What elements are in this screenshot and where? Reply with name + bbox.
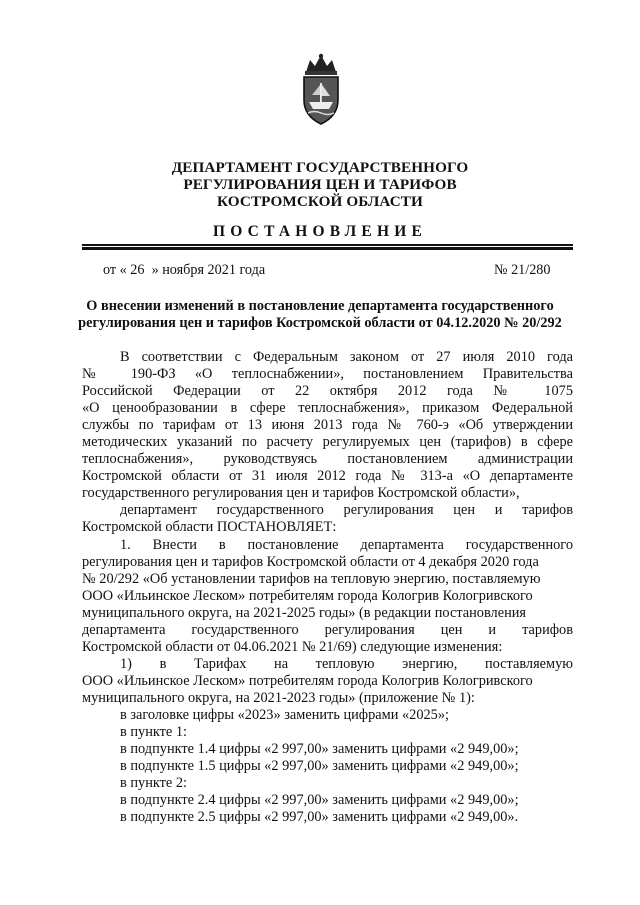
body-line: методических указаний по расчету регулируемых цен (тарифов) в сфере: [82, 434, 573, 451]
body-line: службы по тарифам от 13 июня 2013 года № 760-э «Об утверждении: [82, 417, 573, 434]
body-line: теплоснабжения», руководствуясь постановлением администрации: [82, 451, 573, 468]
body-line: государственного регулирования цен и тарифов Костромской области»,: [82, 485, 520, 502]
body-line: 1) в Тарифах на тепловую энергию, поставляемую: [120, 655, 573, 672]
coat-of-arms-icon: [296, 52, 346, 128]
body-line: № 190-ФЗ «О теплоснабжении», постановлением Правительства: [82, 366, 573, 383]
document-date: от « 26 » ноября 2021 года: [103, 262, 266, 278]
document-title-line-2: регулирования цен и тарифов Костромской области от 04.12.2020 № 20/292: [78, 315, 562, 331]
body-line: в заголовке цифры «2023» заменить цифрами «2025»;: [120, 706, 449, 723]
body-line: департамента государственного регулирования цен и тарифов: [82, 621, 573, 638]
body-line: Костромской области от 31 июля 2012 года № 313-а «О департаменте: [82, 468, 573, 485]
body-line: регулирования цен и тарифов Костромской области от 4 декабря 2020 года: [82, 553, 539, 570]
document-type-heading: ПОСТАНОВЛЕНИЕ: [212, 223, 428, 240]
department-name-line-2: РЕГУЛИРОВАНИЯ ЦЕН И ТАРИФОВ: [183, 176, 457, 193]
body-line: муниципального округа, на 2021-2023 годы» (приложение № 1):: [82, 689, 475, 706]
body-line: 1. Внести в постановление департамента государственного: [120, 536, 573, 553]
body-line: муниципального округа, на 2021-2025 годы» (в редакции постановления: [82, 604, 527, 621]
body-line: Костромской области ПОСТАНОВЛЯЕТ:: [82, 519, 337, 536]
body-line: департамент государственного регулирования цен и тарифов: [120, 502, 573, 519]
document-body: [82, 349, 573, 826]
department-name-line-1: ДЕПАРТАМЕНТ ГОСУДАРСТВЕННОГО: [171, 159, 469, 176]
header-divider-thick: [82, 247, 573, 250]
body-line: в пункте 2:: [120, 775, 188, 792]
body-line: в пункте 1:: [120, 724, 188, 741]
department-name-line-3: КОСТРОМСКОЙ ОБЛАСТИ: [217, 193, 423, 210]
body-line: ООО «Ильинское Леском» потребителям города Кологрив Кологривского: [82, 587, 533, 604]
body-line: Российской Федерации от 22 октября 2012 года № 1075: [82, 383, 573, 400]
header-divider-thin: [82, 244, 573, 246]
body-line: в подпункте 1.5 цифры «2 997,00» заменить цифрами «2 949,00»;: [120, 758, 519, 775]
body-line: № 20/292 «Об установлении тарифов на тепловую энергию, поставляемую: [82, 570, 541, 587]
document-title-line-1: О внесении изменений в постановление департамента государственного: [86, 298, 554, 314]
body-line: ООО «Ильинское Леском» потребителям города Кологрив Кологривского: [82, 672, 533, 689]
body-line: В соответствии с Федеральным законом от 27 июля 2010 года: [120, 349, 573, 365]
document-number: № 21/280: [494, 262, 551, 278]
body-line: в подпункте 2.4 цифры «2 997,00» заменить цифрами «2 949,00»;: [120, 792, 519, 809]
body-line: в подпункте 2.5 цифры «2 997,00» заменить цифрами «2 949,00».: [120, 809, 519, 826]
body-line: Костромской области от 04.06.2021 № 21/69) следующие изменения:: [82, 638, 503, 655]
body-line: в подпункте 1.4 цифры «2 997,00» заменить цифрами «2 949,00»;: [120, 741, 519, 758]
body-line: «О ценообразовании в сфере теплоснабжения», приказом Федеральной: [82, 400, 573, 417]
